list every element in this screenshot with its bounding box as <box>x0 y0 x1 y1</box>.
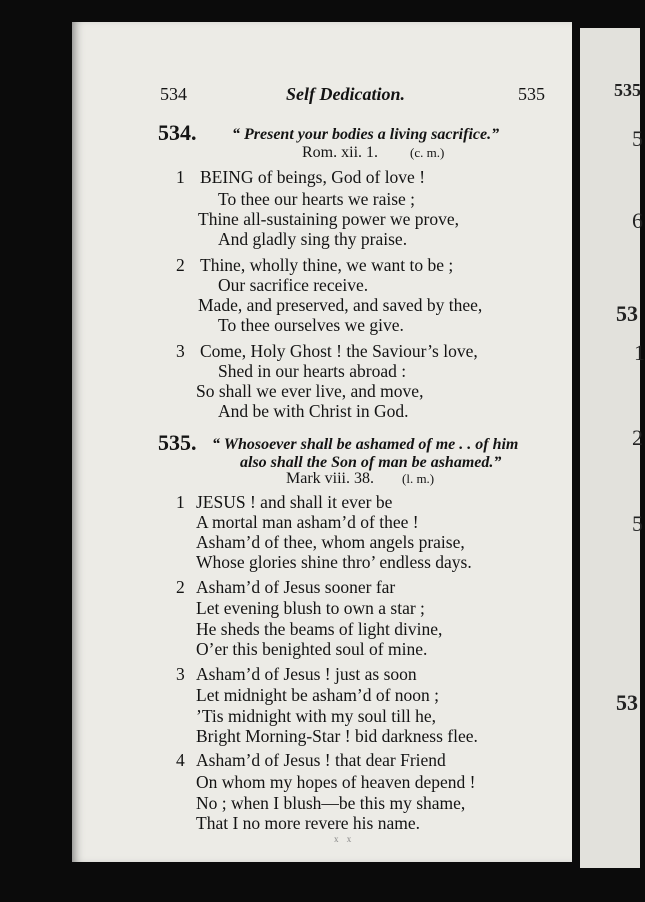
verse-line: And be with Christ in God. <box>218 401 409 421</box>
verse-line: And gladly sing thy praise. <box>218 229 408 249</box>
next-page-fragment: 5 <box>632 511 643 536</box>
verse-line: Let evening blush to own a star ; <box>196 598 425 618</box>
verse-number: 3 <box>176 341 185 361</box>
verse-line: On whom my hopes of heaven depend ! <box>196 772 476 792</box>
verse-line: Asham’d of Jesus ! that dear Friend <box>196 750 446 770</box>
book-page <box>72 22 572 862</box>
hymn-epigraph: “ Present your bodies a living sacrifice.” <box>232 126 500 143</box>
verse-line: A mortal man asham’d of thee ! <box>196 512 419 532</box>
verse-line: Asham’d of Jesus sooner far <box>196 577 396 597</box>
verse-line: Asham’d of thee, whom angels praise, <box>196 532 465 552</box>
right-hymn-number: 535 <box>518 84 545 104</box>
verse-number: 2 <box>176 577 185 597</box>
verse-line: To thee ourselves we give. <box>218 315 404 335</box>
verse-number: 3 <box>176 664 185 684</box>
verse-line: That I no more revere his name. <box>196 813 421 833</box>
verse-line: Thine all-sustaining power we prove, <box>198 209 459 229</box>
verse-number: 4 <box>176 750 185 770</box>
verse-line: So shall we ever live, and move, <box>196 381 424 401</box>
next-page-fragment: 6 <box>632 208 643 233</box>
verse-line: BEING of beings, God of love ! <box>200 167 426 187</box>
verse-line: ’Tis midnight with my soul till he, <box>196 706 437 726</box>
verse-line: JESUS ! and shall it ever be <box>196 492 393 512</box>
page-number: 534 <box>160 84 187 104</box>
verse-line: To thee our hearts we raise ; <box>218 189 416 209</box>
meter-label: (l. m.) <box>402 471 435 486</box>
verse-number: 2 <box>176 255 185 275</box>
verse-number: 1 <box>176 492 185 512</box>
verse-line: Asham’d of Jesus ! just as soon <box>196 664 417 684</box>
next-page-fragment: 1 <box>634 340 645 365</box>
verse-line: Whose glories shine thro’ endless days. <box>196 552 472 572</box>
verse-line: He sheds the beams of light divine, <box>196 619 443 639</box>
meter-label: (c. m.) <box>410 145 445 160</box>
hymn-number: 535. <box>158 430 197 455</box>
scripture-reference: Rom. xii. 1. <box>302 144 379 161</box>
next-page-edge <box>580 28 645 868</box>
running-title: Self Dedication. <box>286 84 405 104</box>
next-page-fragment: 535 <box>614 80 641 100</box>
hymn-epigraph: “ Whosoever shall be ashamed of me . . of him <box>212 436 519 453</box>
verse-line: Come, Holy Ghost ! the Saviour’s love, <box>200 341 478 361</box>
next-page-fragment: 5 <box>632 126 643 151</box>
signature-mark: x x <box>334 834 355 844</box>
next-page-fragment: 53 <box>616 690 638 715</box>
verse-line: Bright Morning-Star ! bid darkness flee. <box>196 726 478 746</box>
hymn-epigraph: also shall the Son of man be ashamed.” <box>240 454 502 471</box>
verse-line: O’er this benighted soul of mine. <box>196 639 428 659</box>
next-page-fragment: 53 <box>616 301 638 326</box>
verse-line: Let midnight be asham’d of noon ; <box>196 685 440 705</box>
hymn-number: 534. <box>158 120 197 145</box>
scripture-reference: Mark viii. 38. <box>286 470 374 487</box>
verse-line: Thine, wholly thine, we want to be ; <box>200 255 454 275</box>
next-page-fragment: 2 <box>632 425 643 450</box>
verse-line: Made, and preserved, and saved by thee, <box>198 295 483 315</box>
verse-line: Shed in our hearts abroad : <box>218 361 407 381</box>
verse-line: Our sacrifice receive. <box>218 275 369 295</box>
verse-line: No ; when I blush—be this my shame, <box>196 793 466 813</box>
verse-number: 1 <box>176 167 185 187</box>
